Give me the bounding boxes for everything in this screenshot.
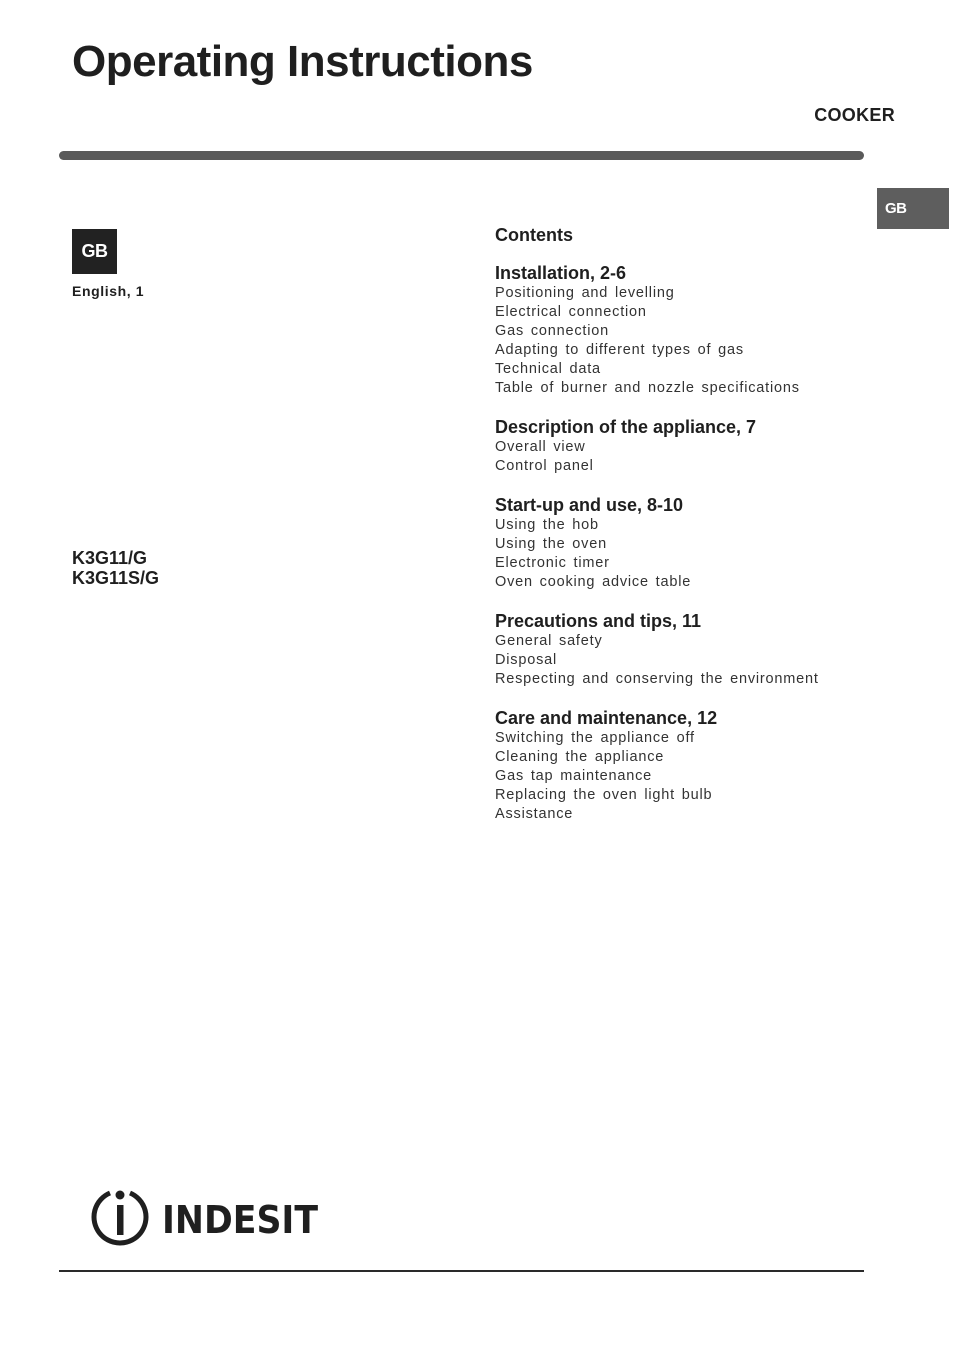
section-item[interactable]: Using the hob [495, 517, 599, 533]
section-title[interactable]: Description of the appliance, 7 [495, 417, 757, 437]
indesit-i-logo-icon [94, 1191, 146, 1244]
section-title[interactable]: Precautions and tips, 11 [495, 611, 702, 631]
language-badge[interactable]: GB [72, 229, 117, 274]
model-number: K3G11/G [72, 548, 148, 568]
section-item[interactable]: Replacing the oven light bulb [495, 787, 713, 803]
document-type-label: COOKER [814, 105, 895, 125]
section-item[interactable]: Assistance [495, 806, 574, 822]
indesit-logo [88, 1183, 320, 1249]
section-item[interactable]: Overall view [495, 439, 586, 455]
language-page-label: English, 1 [72, 283, 145, 299]
section-title[interactable]: Start-up and use, 8-10 [495, 495, 684, 515]
section-item[interactable]: Electronic timer [495, 555, 610, 571]
section-item[interactable]: General safety [495, 633, 603, 649]
section-item[interactable]: Control panel [495, 458, 594, 474]
section-item[interactable]: Gas connection [495, 323, 609, 339]
section-item[interactable]: Technical data [495, 361, 601, 377]
contents-section-installation [495, 262, 855, 398]
section-item[interactable]: Cleaning the appliance [495, 749, 665, 765]
contents-section-startup [495, 494, 855, 592]
section-item[interactable]: Oven cooking advice table [495, 574, 692, 590]
brand-wordmark: INDESIT [162, 1198, 319, 1242]
section-item[interactable]: Adapting to different types of gas [495, 342, 744, 358]
section-item[interactable]: Disposal [495, 652, 558, 668]
contents-section-precautions [495, 610, 855, 689]
section-item[interactable]: Using the oven [495, 536, 607, 552]
model-number: K3G11S/G [72, 568, 160, 588]
table-of-contents [495, 224, 855, 842]
section-item[interactable]: Gas tap maintenance [495, 768, 653, 784]
page-title: Operating Instructions [72, 37, 533, 86]
contents-section-description [495, 416, 855, 476]
top-divider [59, 151, 864, 160]
section-item[interactable]: Table of burner and nozzle specifications [495, 380, 800, 396]
section-title[interactable]: Care and maintenance, 12 [495, 708, 718, 728]
contents-heading: Contents [495, 225, 573, 245]
bottom-divider [59, 1270, 864, 1272]
section-item[interactable]: Electrical connection [495, 304, 647, 320]
language-side-tab[interactable]: GB [877, 188, 949, 229]
section-item[interactable]: Positioning and levelling [495, 285, 675, 301]
contents-section-care [495, 707, 855, 824]
section-item[interactable]: Switching the appliance off [495, 730, 695, 746]
model-list [72, 548, 159, 588]
section-title[interactable]: Installation, 2-6 [495, 263, 627, 283]
section-item[interactable]: Respecting and conserving the environment [495, 671, 819, 687]
